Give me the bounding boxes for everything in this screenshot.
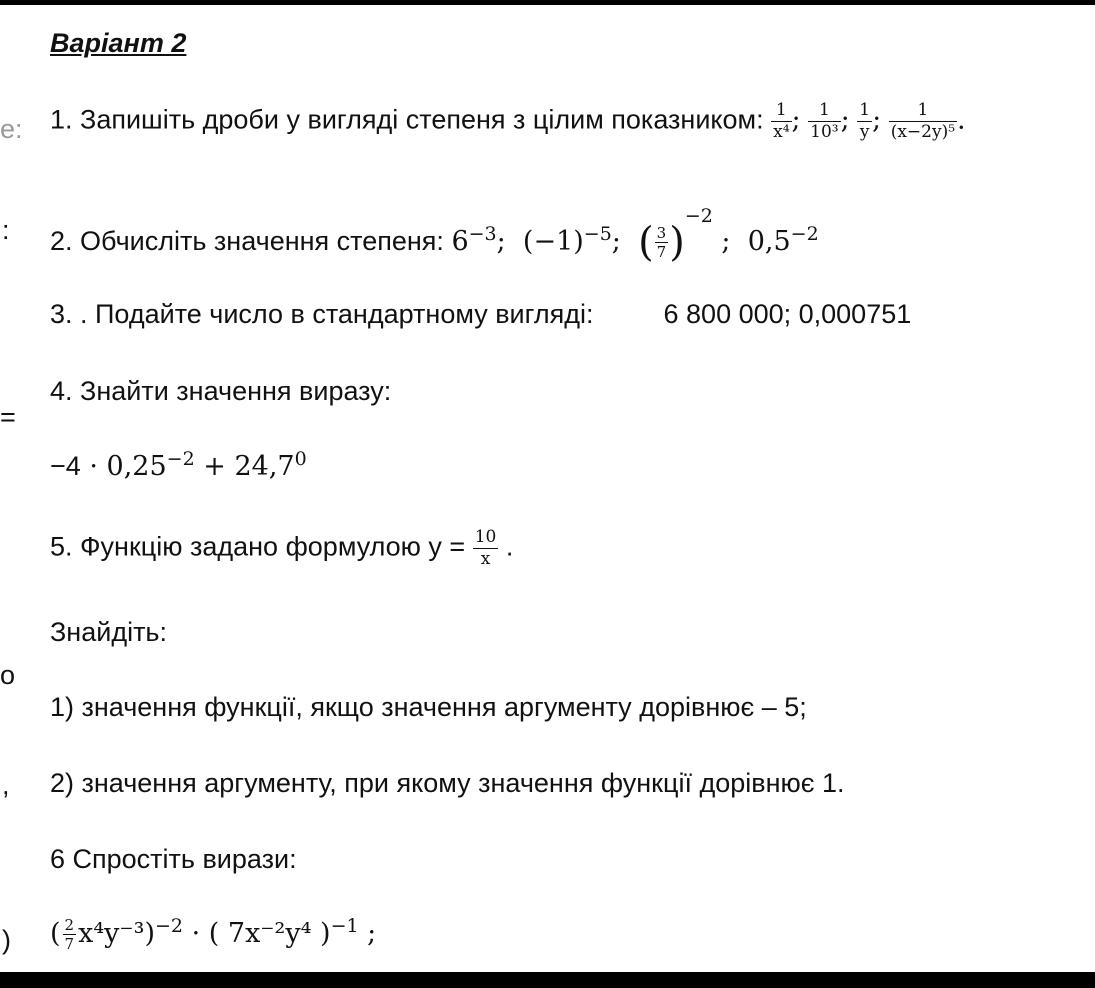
task-1: 1. Запишіть дроби у вигляді степеня з цілим показником: $\frac{1}{\text{x⁴}}$ ; $\frac{1}{\text{10³}}$ ; $\frac{1}{y}$ ; $\frac{1}{\text{(x−2y)⁵}}$ .	[50, 100, 966, 142]
top-border	[0, 0, 1095, 5]
task-6-expression: ( $\frac{2}{7}$ x⁴y⁻³)$^{-2}$ · ( 7x⁻²y⁴ )$^{-1}$ ;	[50, 915, 377, 953]
task-2-expression: $6^{-3}$; $(-1)^{-5}$; ( $\frac{3}{7}$ )$^{-2}$ ; $0,5^{-2}$	[451, 205, 819, 266]
task-5-find: Знайдіть:	[50, 617, 168, 647]
task-4: 4. Знайти значення виразу:	[50, 376, 392, 406]
left-edge-fragment: =	[0, 402, 16, 432]
task-1-text: 1. Запишіть дроби у вигляді степеня з цілим показником:	[50, 104, 764, 135]
function-fraction: $\frac{10}{x}$	[474, 527, 497, 569]
task-5: 5. Функцію задано формулою у = $\frac{10}{x}$ .	[50, 527, 514, 569]
left-edge-fragment: ,	[2, 770, 10, 800]
fraction-3: $\frac{1}{y}$	[859, 100, 871, 142]
left-edge-fragment: е:	[0, 114, 23, 144]
fraction-2: $\frac{1}{\text{10³}}$	[810, 100, 839, 142]
left-edge-fragment: :	[2, 215, 10, 245]
task-5-text: 5. Функцію задано формулою у =	[50, 531, 466, 562]
fraction-1: $\frac{1}{\text{x⁴}}$	[773, 100, 790, 142]
left-edge-fragment: )	[2, 925, 11, 955]
task-5-item-1: 1) значення функції, якщо значення аргументу дорівнює – 5;	[50, 692, 807, 722]
task-6: 6 Спростіть вирази:	[50, 844, 297, 874]
bottom-border	[0, 972, 1095, 988]
task-2	[50, 205, 819, 266]
task-3	[50, 299, 911, 330]
task-2-text: 2. Обчисліть значення степеня:	[50, 226, 444, 256]
left-edge-fragment: о	[0, 660, 16, 690]
fraction-4: $\frac{1}{\text{(x−2y)⁵}}$	[890, 100, 956, 142]
task-4-expression: $-4 \cdot 0,25^{-2} + 24,7^0$	[50, 448, 307, 482]
variant-title: Варіант 2	[50, 28, 187, 58]
task-3-text: 3. . Подайте число в стандартному вигляді:	[50, 299, 594, 329]
task-3-numbers: 6 800 000; 0,000751	[663, 299, 912, 329]
task-5-item-2: 2) значення аргументу, при якому значення функції дорівнює 1.	[50, 768, 845, 798]
